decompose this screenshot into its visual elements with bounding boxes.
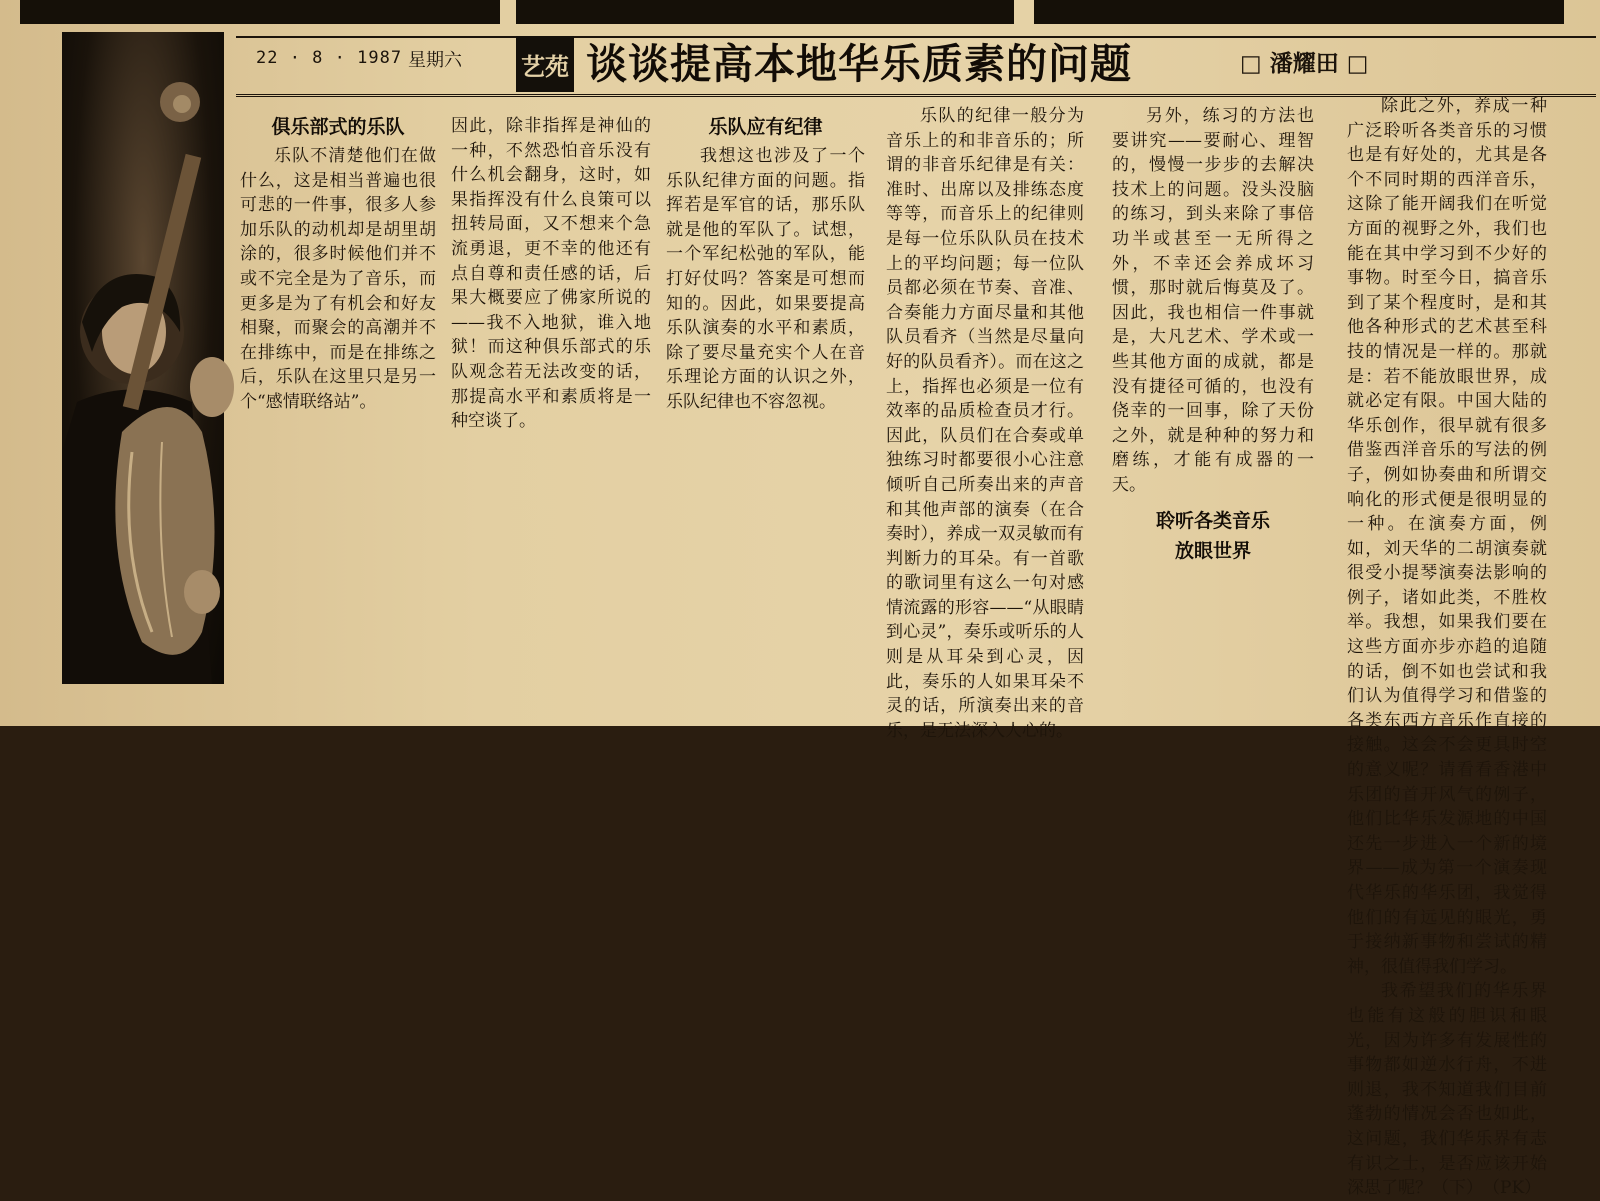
paragraph-1: 乐队不清楚他们在做什么，这是相当普遍也很可悲的一件事，很多人参加乐队的动机却是胡里胡涂的，很多时候他们并不或不完全是为了音乐，而更多是为了有机会和好友相聚，而聚会的高潮并不在排练中，而是在排练之后，乐队在这里只是另一个“感情联络站”。	[240, 146, 436, 412]
paragraph-7: 我希望我们的华乐界也能有这般的胆识和眼光，因为许多有发展性的事物都如逆水行舟，不进则退，我不知道我们目前蓬勃的情况会否也如此，这问题，我们华乐界有志有识之士，是否应该开始深思了呢？（下） （PK）	[1347, 981, 1547, 1199]
text-column-6	[1347, 94, 1547, 1199]
text-column-3	[666, 114, 865, 674]
section-label: 艺苑	[516, 36, 574, 92]
paragraph-6: 除此之外，养成一种广泛聆听各类音乐的习惯也是有好处的，尤其是各个不同时期的西洋音乐，这除了能开阔我们在听觉方面的视野之外，我们也能在其中学习到不少好的事物。时至今日，搞音乐到了某个程度时，是和其他各种形式的艺术甚至科技的情况是一样的。那就是：若不能放眼世界，成就必定有限。中国大陆的华乐创作，很早就有很多借鉴西洋音乐的写法的例子，例如协奏曲和所谓交响化的形式便是很明显的一种。在演奏方面，例如，刘天华的二胡演奏就很受小提琴演奏法影响的例子，诸如此类，不胜枚举。我想，如果我们要在这些方面亦步亦趋的追随的话，倒不如也尝试和我们认为值得学习和借鉴的各类东西方音乐作直接的接触。这会不会更具时空的意义呢？请看看香港中乐团的首开风气的例子，他们比华乐发源地的中国还先一步进入一个新的境界——成为第一个演奏现代华乐的华乐团，我觉得他们的有远见的眼光，勇于接纳新事物和尝试的精神，很值得我们学习。	[1347, 96, 1547, 977]
subheading-club: 俱乐部式的乐队	[271, 116, 405, 138]
issue-date: 22 · 8 · 1987	[256, 48, 403, 68]
text-column-2	[451, 114, 651, 674]
subheading-listen-line-1: 聆听各类音乐	[1155, 509, 1270, 532]
top-dark-strip	[516, 0, 1014, 24]
paragraph-2-text: 因此，除非指挥是神仙的一种，不然恐怕音乐没有什么机会翻身，这时，如果指挥没有什么良策可以扭转局面，又不想来个急流勇退，更不幸的他还有点自尊和责任感的话，后果大概要应了佛家所说的——我不入地狱，谁入地狱！而这种俱乐部式的乐队观念若无法改变的话，那提高水平和素质将是一种空谈了。	[451, 116, 651, 432]
article-title: 谈谈提高本地华乐质素的问题	[586, 40, 1132, 88]
text-column-1	[240, 114, 436, 674]
paragraph-2	[451, 114, 651, 434]
pipa-player-photo	[62, 32, 224, 684]
top-dark-strip	[20, 0, 500, 24]
paragraph-5: 另外，练习的方法也要讲究——要耐心、理智的，慢慢一步步的去解决技术上的问题。没头没脑的练习，到头来除了事倍功半或甚至一无所得之外，不幸还会养成坏习惯，那时就后悔莫及了。因此，我也相信一件事就是，大凡艺术、学术或一些其他方面的成就，都是没有捷径可循的，也没有侥幸的一回事，除了天份之外，就是种种的努力和磨练，才能有成器的一天。	[1112, 106, 1314, 495]
subheading-listen-line-2: 放眼世界	[1174, 539, 1251, 562]
subheading-discipline: 乐队应有纪律	[708, 116, 823, 138]
text-column-4	[886, 104, 1084, 741]
issue-weekday: 星期六	[408, 50, 462, 71]
paragraph-4: 乐队的纪律一般分为音乐上的和非音乐的；所谓的非音乐纪律是有关：准时、出席以及排练态度等等，而音乐上的纪律则是每一位乐队队员在技术上的平均问题；每一位队员都必须在节奏、音准、合奏能力方面尽量和其他队员看齐（当然是尽量向好的队员看齐）。而在这之上，指挥也必须是一位有效率的品质检查员才行。因此，队员们在合奏或单独练习时都要很小心注意倾听自己所奏出来的声音和其他声部的演奏（在合奏时），养成一双灵敏而有判断力的耳朵。有一首歌的歌词里有这么一句对感情流露的形容——“从眼睛到心灵”，奏乐或听乐的人则是从耳朵到心灵，因此，奏乐的人如果耳朵不灵的话，所演奏出来的音乐，是无法深入人心的。	[886, 106, 1084, 741]
top-dark-strip	[1034, 0, 1564, 24]
article-author: □ 潘耀田 □	[1240, 50, 1369, 77]
paragraph-3: 我想这也涉及了一个乐队纪律方面的问题。指挥若是军官的话，那乐队就是他的军队了。试想，一个军纪松弛的军队，能打好仗吗？答案是可想而知的。因此，如果要提高乐队演奏的水平和素质，除了要尽量充实个人在音乐理论方面的认识之外，乐队纪律也不容忽视。	[666, 146, 865, 412]
text-column-5	[1112, 104, 1314, 674]
